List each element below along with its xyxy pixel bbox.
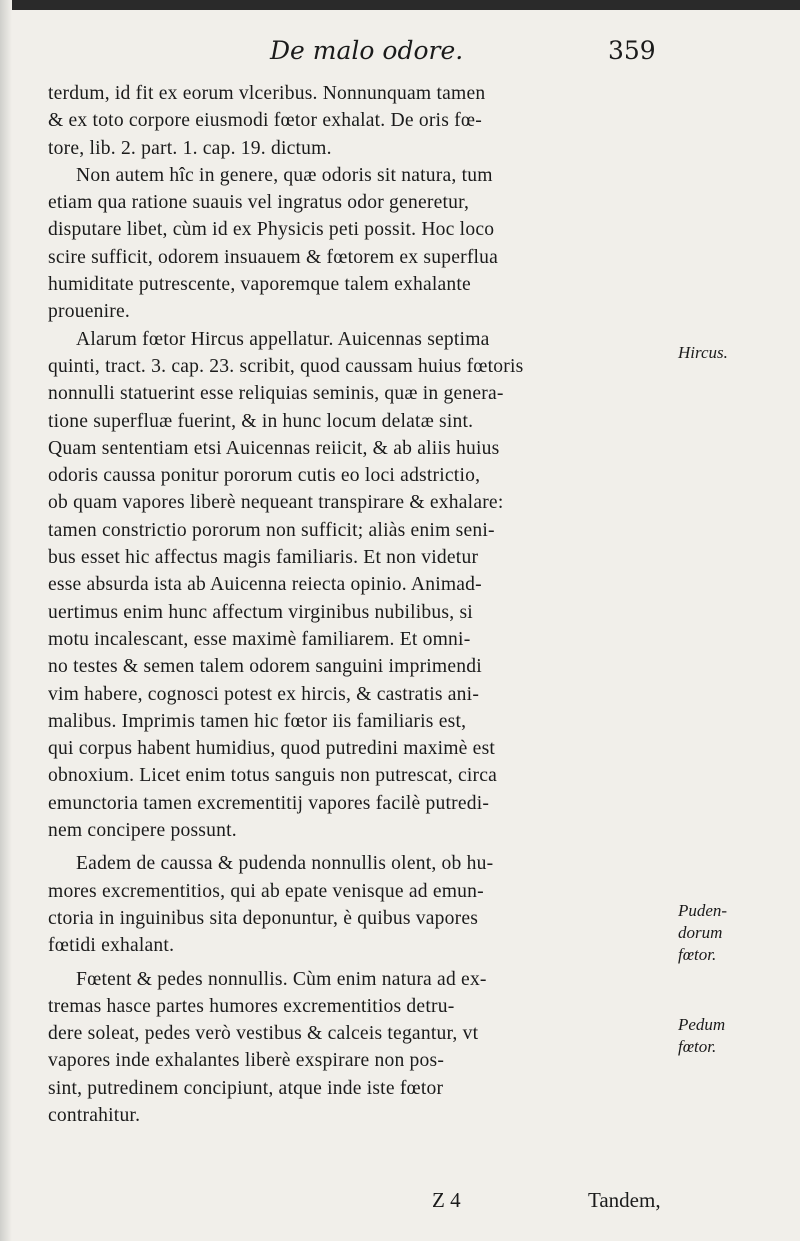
text-line: terdum, id fit ex eorum vlceribus. Nonnunquam tamen [48, 83, 486, 104]
body-text [48, 80, 668, 1129]
text-line: ctoria in inguinibus sita deponuntur, è quibus vapores [48, 907, 479, 929]
scan-top-edge [0, 0, 800, 10]
margin-note-line: fœtor. [678, 1037, 717, 1056]
running-header: De malo odore. [270, 36, 464, 65]
text-line: disputare libet, cùm id ex Physicis peti possit. Hoc loco [48, 219, 495, 241]
text-line: tore, lib. 2. part. 1. cap. 19. dictum. [48, 137, 332, 159]
text-line: bus esset hic affectus magis familiaris. Et non videtur [48, 547, 479, 569]
text-line: ob quam vapores liberè nequeant transpirare & exhalare: [48, 492, 504, 514]
text-line: tamen constrictio pororum non sufficit; aliàs enim seni- [48, 519, 495, 541]
text-line: no testes & semen talem odorem sanguini imprimendi [48, 656, 482, 678]
text-line: uertimus enim hunc affectum virginibus nubilibus, si [48, 601, 473, 623]
text-line: motu incalescant, esse maximè familiarem. Et omni- [48, 628, 471, 650]
margin-note-pudendorum [678, 900, 727, 966]
catchword: Tandem, [588, 1188, 661, 1212]
text-line: tione superfluæ fuerint, & in hunc locum delatæ sint. [48, 410, 474, 432]
text-line: & ex toto corpore eiusmodi fœtor exhalat. De oris fœ- [48, 110, 482, 132]
margin-note-line: fœtor. [678, 945, 717, 964]
page-gutter-shadow [0, 0, 12, 1241]
text-line: etiam qua ratione suauis vel ingratus odor generetur, [48, 192, 470, 214]
text-line: emunctoria tamen excrementitij vapores facilè putredi- [48, 792, 490, 814]
text-line: vim habere, cognosci potest ex hircis, & castratis ani- [48, 683, 480, 705]
margin-note-pedum [678, 1014, 725, 1058]
text-line: mores excrementitios, qui ab epate venisque ad emun- [48, 880, 484, 902]
margin-note-line: Puden- [678, 901, 728, 920]
text-line: Alarum fœtor Hircus appellatur. Auicennas septima [76, 328, 490, 350]
text-line: tremas hasce partes humores excrementitios detru- [48, 995, 455, 1017]
text-line: esse absurda ista ab Auicenna reiecta opinio. Animad- [48, 574, 482, 596]
text-line: dere soleat, pedes verò vestibus & calceis tegantur, vt [48, 1023, 479, 1045]
text-line: humiditate putrescente, vaporemque talem exhalante [48, 274, 471, 296]
text-line: contrahitur. [48, 1104, 141, 1126]
text-line: nem concipere possunt. [48, 820, 237, 842]
margin-note-line: dorum [678, 923, 723, 942]
text-line: Non autem hîc in genere, quæ odoris sit natura, tum [76, 164, 493, 186]
text-line: obnoxium. Licet enim totus sanguis non putrescat, circa [48, 765, 498, 787]
text-line: scire sufficit, odorem insuauem & fœtorem ex superflua [48, 246, 499, 268]
text-line: sint, putredinem concipiunt, atque inde iste fœtor [48, 1077, 444, 1099]
margin-note-hircus: Hircus. [678, 343, 728, 362]
page-number: 359 [608, 36, 656, 65]
text-line: Quam sententiam etsi Auicennas reiicit, & ab aliis huius [48, 437, 500, 459]
text-line: prouenire. [48, 301, 130, 323]
margin-note-line: Pedum [678, 1015, 726, 1034]
text-line: fœtidi exhalant. [48, 935, 175, 957]
text-line: Fœtent & pedes nonnullis. Cùm enim natura ad ex- [76, 968, 487, 990]
signature-mark: Z 4 [432, 1188, 461, 1212]
text-line: nonnulli statuerint esse reliquias seminis, quæ in genera- [48, 383, 504, 405]
text-line: qui corpus habent humidius, quod putredini maximè est [48, 738, 496, 760]
text-line: quinti, tract. 3. cap. 23. scribit, quod caussam huius fœtoris [48, 355, 524, 377]
text-line: malibus. Imprimis tamen hic fœtor iis familiaris est, [48, 710, 467, 732]
text-line: Eadem de caussa & pudenda nonnullis olent, ob hu- [76, 853, 494, 875]
text-line: vapores inde exhalantes liberè exspirare non pos- [48, 1050, 445, 1072]
text-line: odoris caussa ponitur pororum cutis eo loci adstrictio, [48, 465, 481, 487]
